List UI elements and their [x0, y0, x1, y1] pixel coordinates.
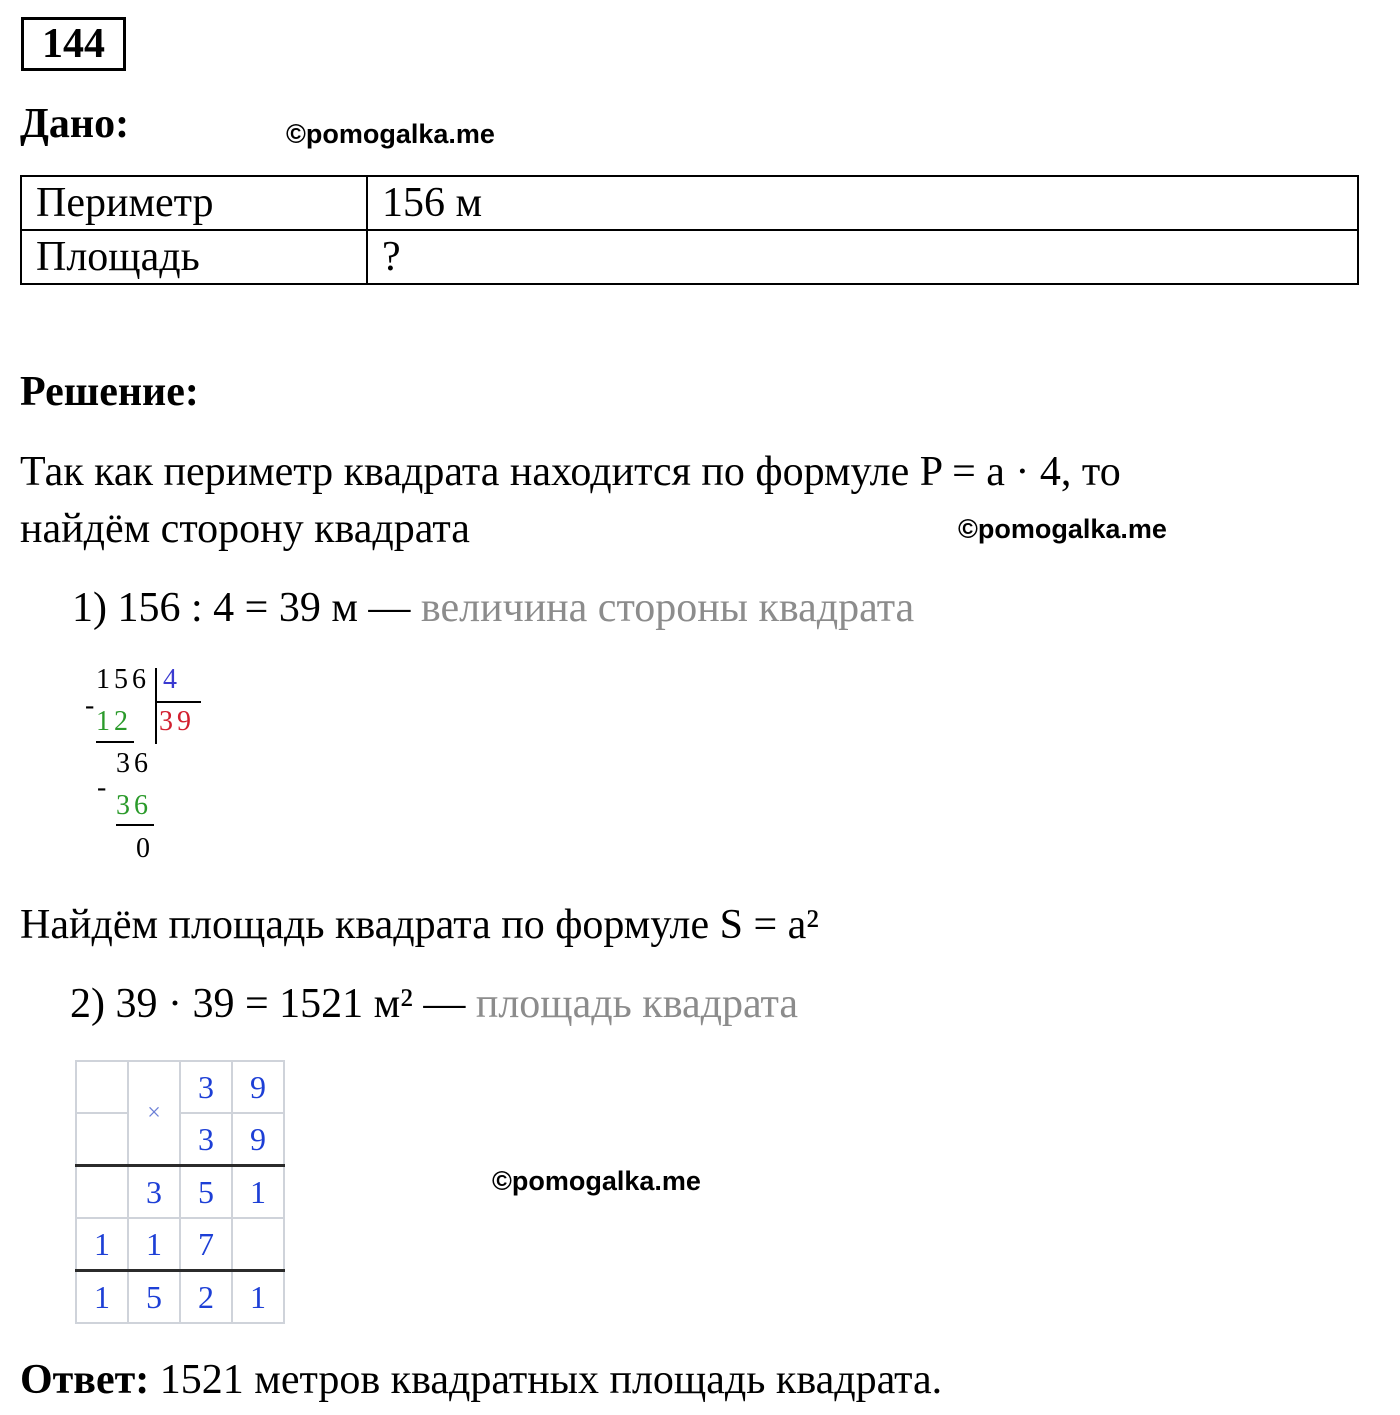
- grid-row-2: [76, 1113, 284, 1166]
- division-underline-1: [96, 741, 134, 743]
- grid-cell: 5: [180, 1166, 232, 1219]
- step-1-description: величина стороны квадрата: [420, 585, 915, 631]
- grid-cell: 1: [76, 1218, 128, 1271]
- grid-cell: [76, 1113, 128, 1166]
- answer-text: 1521 метров квадратных площадь квадрата.: [149, 1357, 943, 1403]
- grid-row-3: [76, 1166, 284, 1219]
- paragraph-1-line-1: Так как периметр квадрата находится по формуле P = a · 4, то: [20, 449, 1121, 495]
- given-value-area: ?: [367, 230, 1358, 284]
- grid-cell: 3: [180, 1061, 232, 1113]
- grid-row-4: [76, 1218, 284, 1271]
- given-heading: Дано:: [20, 101, 130, 147]
- paragraph-1-line-2: найдём сторону квадрата: [20, 506, 470, 552]
- grid-cell: 9: [232, 1113, 284, 1166]
- step-1-expression: 1) 156 : 4 = 39 м —: [72, 585, 421, 631]
- division-remainder-1: 36: [116, 748, 152, 779]
- given-value-perimeter: 156 м: [367, 176, 1358, 230]
- step-1: [72, 584, 914, 632]
- grid-row-5: [76, 1271, 284, 1324]
- grid-cell: [76, 1166, 128, 1219]
- answer-label: Ответ:: [20, 1357, 150, 1403]
- division-subtrahend-1: 12: [96, 706, 132, 737]
- multiply-sign: ×: [128, 1061, 180, 1166]
- watermark-middle: ©pomogalka.me: [958, 514, 1167, 544]
- grid-cell: [232, 1218, 284, 1271]
- grid-cell: 1: [76, 1271, 128, 1324]
- division-underline-2: [116, 824, 154, 826]
- division-result: 0: [136, 833, 154, 864]
- grid-cell: 1: [128, 1218, 180, 1271]
- division-minus-2: -: [97, 772, 111, 803]
- grid-cell: [76, 1061, 128, 1113]
- answer: [20, 1356, 942, 1404]
- watermark-bottom: ©pomogalka.me: [492, 1166, 701, 1196]
- watermark-top: ©pomogalka.me: [286, 119, 495, 149]
- grid-cell: 1: [232, 1271, 284, 1324]
- given-label-perimeter: Периметр: [21, 176, 367, 230]
- division-quotient: 39: [159, 706, 195, 737]
- given-row-area: [21, 230, 1358, 284]
- division-dividend: 156: [96, 664, 150, 695]
- division-divisor: 4: [163, 664, 181, 695]
- division-subtrahend-2: 36: [116, 790, 152, 821]
- multiplication-grid: [75, 1060, 285, 1324]
- step-2-expression: 2) 39 · 39 = 1521 м² —: [70, 981, 476, 1027]
- solution-heading: Решение:: [20, 369, 199, 415]
- division-vertical-line: [155, 668, 157, 744]
- grid-row-1: [76, 1061, 284, 1113]
- grid-cell: 3: [180, 1113, 232, 1166]
- paragraph-2: Найдём площадь квадрата по формуле S = a²: [20, 902, 819, 948]
- grid-cell: 2: [180, 1271, 232, 1324]
- task-number: 144: [21, 17, 126, 71]
- given-row-perimeter: [21, 176, 1358, 230]
- grid-cell: 9: [232, 1061, 284, 1113]
- division-divisor-underline: [155, 701, 201, 703]
- grid-cell: 7: [180, 1218, 232, 1271]
- grid-cell: 5: [128, 1271, 180, 1324]
- step-2-description: площадь квадрата: [475, 981, 799, 1027]
- grid-cell: 3: [128, 1166, 180, 1219]
- given-label-area: Площадь: [21, 230, 367, 284]
- grid-cell: 1: [232, 1166, 284, 1219]
- division-minus-1: -: [85, 690, 99, 721]
- given-table: [20, 175, 1359, 285]
- step-2: [70, 980, 798, 1028]
